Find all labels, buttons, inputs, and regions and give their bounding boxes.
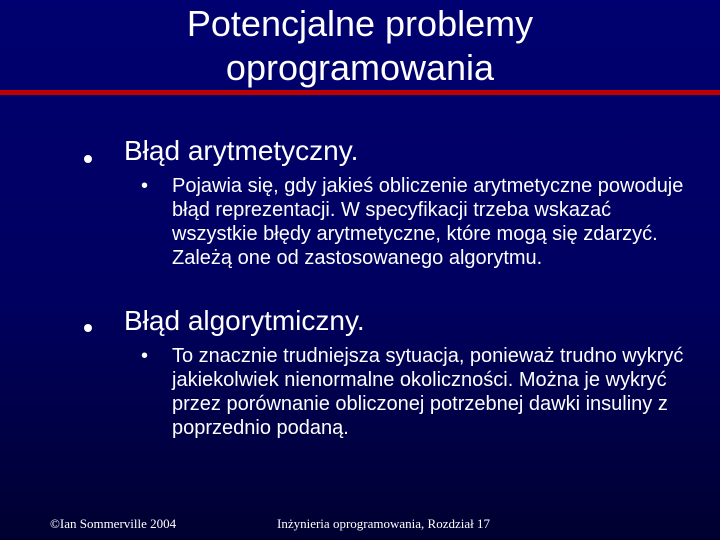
- bullet-detail-arithmetic-error: Pojawia się, gdy jakieś obliczenie arytmetyczne powoduje błąd reprezentacji. W specyfikacji trzeba wskazać wszystkie błędy arytmetyczne, które mogą się zdarzyć. Zależą one od zastosowanego algorytmu.: [172, 175, 684, 269]
- slide-title-line-2: oprogramowania: [225, 47, 495, 88]
- bullet-detail-algorithmic-error: To znacznie trudniejsza sytuacja, ponieważ trudno wykryć jakiekolwiek nienormalne okoliczności. Można je wykryć przez porównanie obliczonej potrzebnej dawki insuliny z poprzednio podaną.: [172, 345, 684, 439]
- slide-title-line-1: Potencjalne problemy: [186, 3, 534, 44]
- bullet-dot-icon: [84, 324, 92, 332]
- title-divider: [0, 90, 720, 95]
- slide-title: [0, 2, 720, 90]
- bullet-dot-icon: [84, 155, 92, 163]
- footer-chapter: Inżynieria oprogramowania, Rozdział 17: [277, 516, 490, 531]
- sub-bullet-icon: •: [141, 345, 149, 367]
- bullet-heading-arithmetic-error: Błąd arytmetyczny.: [124, 135, 359, 166]
- bullet-heading-algorithmic-error: Błąd algorytmiczny.: [124, 305, 365, 336]
- footer-copyright: ©Ian Sommerville 2004: [50, 516, 177, 531]
- sub-bullet-icon: •: [141, 175, 149, 197]
